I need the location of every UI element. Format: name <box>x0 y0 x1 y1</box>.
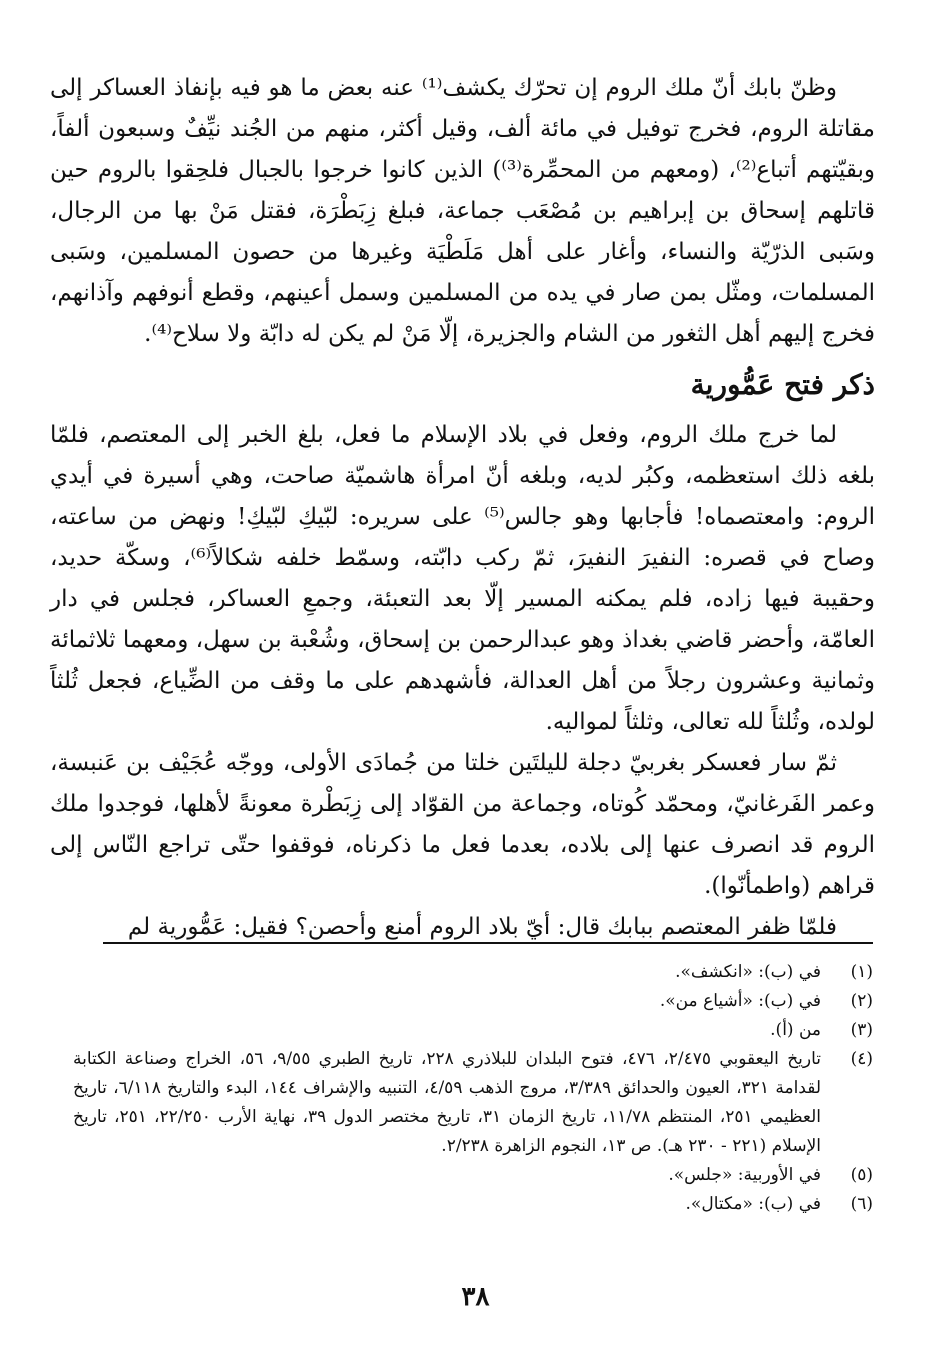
footnote <box>73 1161 873 1190</box>
main-text <box>50 68 875 948</box>
footnote <box>73 1016 873 1045</box>
footnote <box>73 1190 873 1219</box>
paragraph-babak: وظنّ بابك أنّ ملك الروم إن تحرّك يكشف⁽¹⁾ عنه بعض ما هو فيه بإنفاذ العساكر إلى مقاتلة الروم، فخرج توفيل في مائة ألف، وقيل أكثر، منهم من الجُند نيِّفٌ وسبعون ألفاً، وبقيّتهم أتباع⁽²⁾، (ومعهم من المحمِّرة⁽³⁾) الذين كانوا خرجوا بالجبال فلحِقوا بالروم حين قاتلهم إسحاق بن إبراهيم بن مُصْعَب جماعة، فبلغ زِبَطْرَة، فقتل مَنْ بها من الرجال، وسَبى الذرّيّة والنساء، وأغار على أهل مَلَطْيَة وغيرها من حصون المسلمين، وسَبى المسلمات، ومثّل بمن صار في يده من المسلمين وسمل أعينهم، وقطع أنوفهم وآذانهم، فخرج إليهم أهل الثغور من الشام والجزيرة، إلّا مَنْ لم يكن له دابّة ولا سلاح⁽⁴⁾. <box>50 75 875 347</box>
footnote-number: (٤) <box>850 1049 873 1069</box>
section-heading: ذكر فتح عَمُّورية <box>690 368 875 401</box>
footnote-number: (١) <box>850 962 873 982</box>
footnote-text: تاريخ اليعقوبي ٢/٤٧٥، ٤٧٦، فتوح البلدان للبلاذري ٢٢٨، تاريخ الطبري ٩/٥٥، ٥٦، الخراج وصناعة الكتابة لقدامة ٣٢١، العيون والحدائق ٣/٣٨٩، مروج الذهب ٤/٥٩، التنبيه والإشراف ١٤٤، البدء والتاريخ ٦/١١٨، تاريخ العظيمي ٢٥١، المنتظم ١١/٧٨، تاريخ الزمان ٣١، تاريخ مختصر الدول ٣٩، نهاية الأرب ٢٢/٢٥٠، ٢٥١، تاريخ الإسلام (٢٢١ - ٢٣٠ هـ). ص ١٣، النجوم الزاهرة ٢/٢٣٨. <box>73 1049 822 1156</box>
footnote <box>73 987 873 1016</box>
footnote-text: في الأوربية: «جلس». <box>668 1165 821 1185</box>
footnotes <box>73 958 873 1219</box>
footnote-number: (٥) <box>850 1165 873 1185</box>
page-number: ٣٨ <box>461 1282 490 1312</box>
footnote <box>73 958 873 987</box>
footnote-text: في (ب): «انكشف». <box>675 962 821 982</box>
footnote-text: في (ب): «مكتال». <box>685 1194 821 1214</box>
footnote-number: (٢) <box>850 991 873 1011</box>
paragraph-amorium-question: فلمّا ظفر المعتصم ببابك قال: أيّ بلاد الروم أمنع وأحصن؟ فقيل: عَمُّورية لم <box>127 914 837 940</box>
paragraph-camp-dijla: ثمّ سار فعسكر بغربيّ دجلة لليلتَين خلتا من جُمادَى الأولى، ووجّه عُجَيْف بن عَنبسة، وعمر الفَرغانيّ، ومحمّد كُوتاه، وجماعة من القوّاد إلى زِبَطْرة معونةً لأهلها، فوجدوا ملك الروم قد انصرف عنها إلى بلاده، بعدما فعل ما ذكرناه، فوقفوا حتّى تراجع النّاس إلى قراهم (واطمأنّوا). <box>50 750 875 899</box>
footnote <box>73 1045 873 1161</box>
footnote-number: (٦) <box>850 1194 873 1214</box>
footnote-number: (٣) <box>850 1020 873 1040</box>
paragraph-mutasim-response: لما خرج ملك الروم، وفعل في بلاد الإسلام ما فعل، بلغ الخبر إلى المعتصم، فلمّا بلغه ذلك استعظمه، وكبُر لديه، وبلغه أنّ امرأة هاشميّة صاحت، وهي أسيرة في أيدي الروم: وامعتصماه! فأجابها وهو جالس⁽⁵⁾ على سريره: لبّيكِ لبّيكِ! ونهض من ساعته، وصاح في قصره: النفيرَ النفيرَ، ثمّ ركب دابّته، وسمّط خلفه شكالاً⁽⁶⁾، وسكّة حديد، وحقيبة فيها زاده، فلم يمكنه المسير إلّا بعد التعبئة، وجمعِ العساكر، فجلس في دار العامّة، وأحضر قاضي بغداذ وهو عبدالرحمن بن إسحاق، وشُعْبة بن سهل، ومعهما ثلاثمائة وثمانية وعشرون رجلاً من أهل العدالة، فأشهدهم على ما وقف من الضِّياع، فجعل ثُلثاً لولده، وثُلثاً لله تعالى، وثلثاً لمواليه. <box>50 422 875 735</box>
footnote-text: من (أ). <box>770 1020 821 1040</box>
footnote-divider <box>103 942 873 944</box>
footnote-text: في (ب): «أشياع من». <box>659 991 821 1011</box>
